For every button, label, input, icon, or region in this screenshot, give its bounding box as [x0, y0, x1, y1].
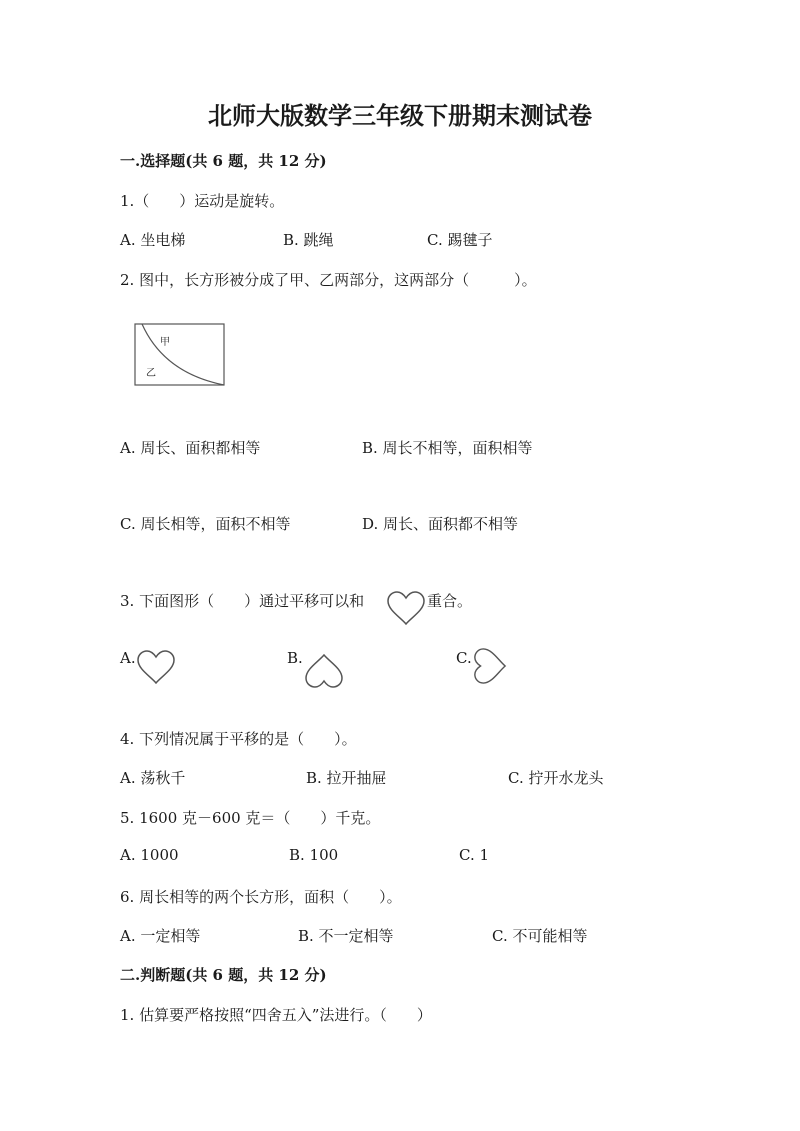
question-6-option-a: A. 一定相等 — [120, 927, 201, 945]
question-2-option-a: A. 周长、面积都相等 — [120, 439, 261, 457]
page-title: 北师大版数学三年级下册期末测试卷 — [208, 101, 592, 130]
question-5-option-b: B. 100 — [289, 846, 339, 864]
heart-upright-icon — [137, 650, 175, 684]
question-3-stem-after: 重合。 — [427, 592, 473, 610]
question-3-option-b: B. — [287, 649, 303, 667]
heart-rotated-icon — [472, 646, 508, 686]
figure-label-yi: 乙 — [146, 368, 156, 379]
question-5-option-c: C. 1 — [459, 846, 490, 864]
question-2-option-d: D. 周长、面积都不相等 — [362, 515, 519, 533]
question-3-option-a: A. — [120, 649, 136, 667]
question-5-option-a: A. 1000 — [120, 846, 179, 864]
heart-inverted-icon — [304, 654, 344, 688]
question-6-option-c: C. 不可能相等 — [492, 927, 588, 945]
section-heading-judge: 二.判断题(共 6 题，共 12 分) — [120, 966, 327, 984]
question-4-option-b: B. 拉开抽屉 — [306, 769, 387, 787]
question-1-option-c: C. 踢毽子 — [427, 231, 493, 249]
figure-label-jia: 甲 — [160, 337, 170, 348]
question-6-option-b: B. 不一定相等 — [298, 927, 394, 945]
question-2-option-b: B. 周长不相等，面积相等 — [362, 439, 533, 457]
judge-question-1-stem: 1. 估算要严格按照“四舍五入”法进行。（ ） — [120, 1006, 432, 1024]
question-3-option-c: C. — [456, 649, 472, 667]
question-1-option-a: A. 坐电梯 — [120, 231, 186, 249]
heart-reference-icon — [387, 591, 425, 625]
question-6-stem: 6. 周长相等的两个长方形，面积（ ）。 — [120, 888, 402, 906]
question-2-option-c: C. 周长相等，面积不相等 — [120, 515, 291, 533]
question-5-stem: 5. 1600 克－600 克＝（ ）千克。 — [120, 809, 381, 827]
question-2-stem: 2. 图中，长方形被分成了甲、乙两部分，这两部分（ ）。 — [120, 271, 537, 289]
question-4-stem: 4. 下列情况属于平移的是（ ）。 — [120, 730, 357, 748]
question-3-stem-before: 3. 下面图形（ ）通过平移可以和 — [120, 592, 365, 610]
question-1-stem: 1.（ ）运动是旋转。 — [120, 192, 285, 210]
question-4-option-c: C. 拧开水龙头 — [508, 769, 604, 787]
question-4-option-a: A. 荡秋千 — [120, 769, 186, 787]
section-heading-choice: 一.选择题(共 6 题，共 12 分) — [120, 152, 327, 170]
question-1-option-b: B. 跳绳 — [283, 231, 334, 249]
